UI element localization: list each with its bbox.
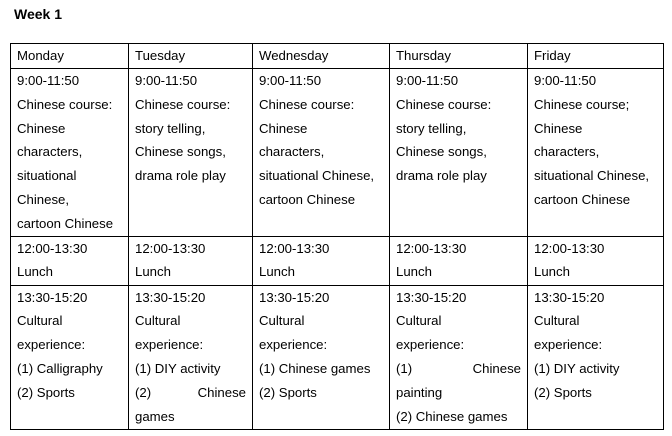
cell-line: experience: [135,337,204,353]
cell-line: drama role play [135,168,226,184]
cell-line: 12:00-13:30 [17,240,88,256]
afternoon-cell-wednesday [253,285,390,429]
day-header-row [11,44,664,69]
cell-line: (2) Sports [17,384,75,400]
cell-line: story telling, [135,120,206,136]
cell-line: 12:00-13:30 [259,240,330,256]
cell-line: 9:00-11:50 [396,73,459,88]
cell-line: Cultural [396,313,442,329]
morning-cell-tuesday [129,69,253,237]
cell-line: Lunch [259,264,295,280]
afternoon-cell-thursday [390,285,528,429]
day-header-monday: Monday [11,44,129,69]
cell-line: Chinese songs, [135,144,226,160]
cell-line: Chinese, [17,191,70,207]
cell-line: (2) Sports [259,384,317,400]
lunch-cell-monday [11,236,129,285]
cell-line: 13:30-15:20 [17,289,88,305]
cell-line: 12:00-13:30 [534,240,605,256]
cell-line: Chinese course: [259,96,355,112]
cell-line: (2) Chinese games [396,408,508,424]
cell-line: Chinese [534,120,583,136]
afternoon-cell-monday [11,285,129,429]
morning-cell-thursday [390,69,528,237]
cell-line: Chinese course: [396,96,492,112]
cell-line: Cultural [259,313,305,329]
cell-line: Chinese [17,120,66,136]
cell-line: 13:30-15:20 [259,289,330,305]
cell-line: (1) DIY activity [135,360,221,376]
cell-line: Chinese [259,120,308,136]
cell-word: Chinese [472,360,521,376]
day-header-friday: Friday [528,44,664,69]
day-header-wednesday: Wednesday [253,44,390,69]
cell-line: 9:00-11:50 [17,73,80,88]
morning-row [11,69,664,237]
cell-line: situational Chinese, [534,168,650,184]
morning-cell-monday [11,69,129,237]
cell-line: Cultural [135,313,181,329]
cell-line: cartoon Chinese [17,215,114,231]
cell-line: (1) Calligraphy [17,360,103,376]
cell-line: experience: [534,337,603,353]
cell-line-justified [396,357,525,381]
afternoon-cell-tuesday [129,285,253,429]
cell-line: 13:30-15:20 [534,289,605,305]
cell-line: 13:30-15:20 [135,289,206,305]
morning-cell-wednesday [253,69,390,237]
cell-line: Chinese course: [135,96,231,112]
cell-line: characters, [259,144,325,160]
afternoon-cell-friday [528,285,664,429]
cell-line: Lunch [534,264,570,280]
morning-cell-friday [528,69,664,237]
cell-line: (1) Chinese games [259,360,371,376]
cell-line: Lunch [17,264,53,280]
cell-line: Chinese course: [17,96,113,112]
cell-line: characters, [17,144,83,160]
lunch-row [11,236,664,285]
day-header-thursday: Thursday [390,44,528,69]
cell-line: characters, [534,144,600,160]
cell-line: Chinese course; [534,96,630,112]
day-header-tuesday: Tuesday [129,44,253,69]
cell-line: Lunch [135,264,171,280]
cell-line: situational [17,168,77,184]
cell-word: (2) [135,384,152,400]
cell-line: 13:30-15:20 [396,289,467,305]
cell-line: cartoon Chinese [534,191,631,207]
cell-line: Chinese songs, [396,144,487,160]
cell-line: painting [396,384,443,400]
lunch-cell-friday [528,236,664,285]
afternoon-row [11,285,664,429]
cell-line: 9:00-11:50 [135,73,198,88]
cell-line: experience: [259,337,328,353]
cell-line: 9:00-11:50 [259,73,322,88]
cell-line: experience: [396,337,465,353]
lunch-cell-wednesday [253,236,390,285]
cell-line: 12:00-13:30 [396,240,467,256]
cell-line: cartoon Chinese [259,191,356,207]
cell-line: (1) DIY activity [534,360,620,376]
cell-line: 12:00-13:30 [135,240,206,256]
cell-line: Cultural [17,313,63,329]
cell-line: drama role play [396,168,487,184]
cell-line: games [135,408,175,424]
lunch-cell-thursday [390,236,528,285]
cell-line: 9:00-11:50 [534,73,597,88]
cell-line: (2) Sports [534,384,592,400]
week-title: Week 1 [14,6,62,22]
cell-line: experience: [17,337,86,353]
cell-word: Chinese [197,384,246,400]
lunch-cell-tuesday [129,236,253,285]
cell-line: story telling, [396,120,467,136]
cell-word: (1) [396,360,413,376]
cell-line-justified [135,381,250,405]
cell-line: Cultural [534,313,580,329]
schedule-table [10,43,664,430]
cell-line: Lunch [396,264,432,280]
cell-line: situational Chinese, [259,168,375,184]
